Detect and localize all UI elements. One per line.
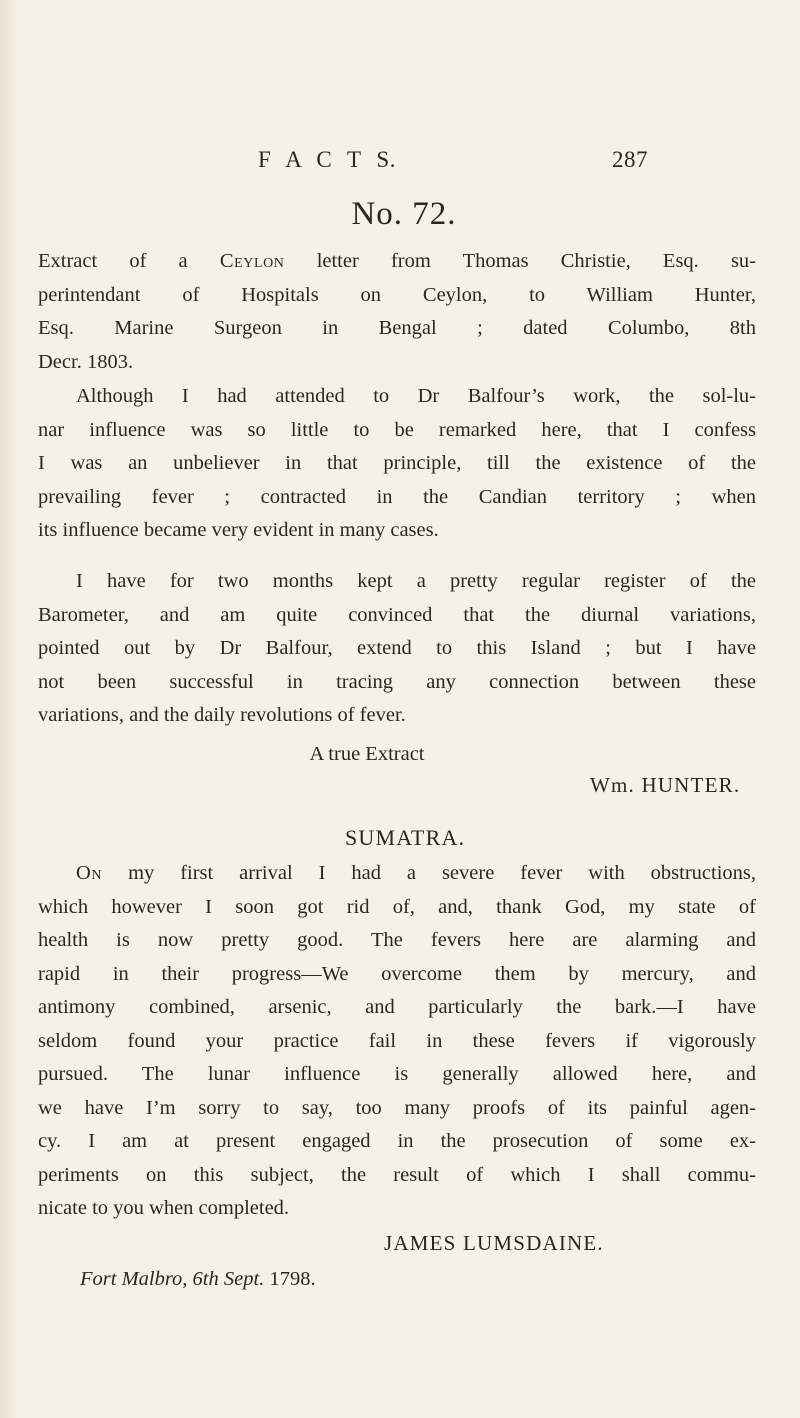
paragraph-line: health is now pretty good. The fevers here are alarming and [38,929,756,951]
place-date-year: 1798. [269,1268,316,1290]
signature-hunter: Wm. HUNTER. [590,773,741,797]
paragraph-line: pointed out by Dr Balfour, extend to this Island ; but I have [38,637,756,659]
place-date-italic: Fort Malbro, 6th Sept. [80,1268,265,1290]
paragraph-line: nar influence was so little to be remarked here, that I confess [38,418,756,441]
paragraph-line: periments on this subject, the result of which I shall commu- [38,1163,756,1186]
paragraph-line: we have I’m sorry to say, too many proofs of its painful agen- [38,1096,756,1119]
running-title: F A C T S. [258,147,396,172]
paragraph-line: I was an unbeliever in that principle, till the existence of the [38,452,756,474]
true-extract-line: A true Extract [309,743,425,765]
ceylon-small-caps: Ceylon [219,250,285,272]
paragraph-line: which however I soon got rid of, and, thank God, my state of [38,895,756,918]
paragraph-1 [38,380,756,548]
extract-title-line: perintendant of Hospitals on Ceylon, to William Hunter, [38,283,756,306]
extract-title-line: Decr. 1803. [38,350,134,373]
paragraph-line: On my first arrival I had a severe fever with obstructions, [76,862,757,884]
running-header [258,147,648,177]
section-number-heading: No. 72. [351,196,457,232]
paragraph-2 [38,565,756,733]
paragraph-line: pursued. The lunar influence is generally allowed here, and [38,1063,756,1085]
place-date-line [80,1263,580,1297]
paragraph-line: I have for two months kept a pretty regular register of the [76,570,756,592]
paragraph-line: variations, and the daily revolutions of fever. [38,704,406,726]
first-word-small-caps: On [76,862,103,884]
sumatra-heading: SUMATRA. [345,825,466,850]
paragraph-line: nicate to you when completed. [38,1197,290,1219]
paragraph-line: its influence became very evident in many cases. [38,519,439,541]
paragraph-line: Barometer, and am quite convinced that the diurnal variations, [38,603,756,626]
paragraph-line: antimony combined, arsenic, and particularly the bark.—I have [38,996,756,1018]
paragraph-line: Although I had attended to Dr Balfour’s work, the sol-lu- [76,385,756,407]
extract-title-line: Esq. Marine Surgeon in Bengal ; dated Columbo, 8th [38,317,756,339]
signature-lumsdaine: JAMES LUMSDAINE. [384,1231,604,1255]
paragraph-line: cy. I am at present engaged in the prosecution of some ex- [38,1130,756,1152]
extract-title [38,245,756,379]
paragraph-line: seldom found your practice fail in these fevers if vigorously [38,1029,756,1052]
sumatra-paragraph [38,857,756,1226]
paragraph-line: rapid in their progress—We overcome them by mercury, and [38,962,756,985]
paragraph-line: not been successful in tracing any connection between these [38,670,756,693]
extract-title-line: Extract of a Ceylon letter from Thomas Christie, Esq. su- [38,250,757,272]
paragraph-line: prevailing fever ; contracted in the Candian territory ; when [38,485,756,508]
page-number: 287 [612,147,648,172]
